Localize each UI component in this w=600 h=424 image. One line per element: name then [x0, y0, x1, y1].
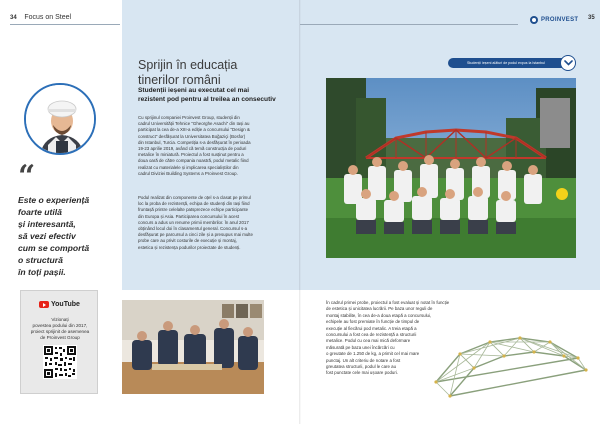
pull-quote-line: foarte utilă	[18, 207, 62, 217]
paragraph-line: concursului a fost cea de rezistență a structurii	[326, 332, 417, 338]
paragraph-line: de estetica și unicitatea lucrării. Pe baza unor reguli de	[326, 306, 433, 312]
logo-mark-icon	[530, 16, 538, 24]
youtube-caption	[25, 317, 95, 341]
paragraph-line: montaj stabilite, în cea de-a doua etapă a concursului,	[326, 312, 432, 318]
pull-quote-line: cum se comportă	[18, 243, 90, 253]
left-page-number: 34	[10, 15, 17, 21]
photo-caption: Studenții ieșeni alături de podul expus la Istanbul	[448, 58, 564, 68]
logo-text: PROINVEST	[541, 17, 579, 23]
page-spine	[299, 0, 301, 424]
paragraph-line: fost punctate cele mai ușoare poduri.	[326, 370, 398, 376]
paragraph-line: cadrul Universității Tehnice "Gheorghe Asachi" din Iași au	[138, 121, 250, 127]
paragraph-line: loc la proba de rezistență, echipa de studenți din Iași fiind	[138, 201, 250, 207]
youtube-caption-line: de Proinvest Group	[40, 335, 80, 340]
paragraph-line: 19-23 aprilie 2019, având că temă construcția de poduri	[138, 146, 247, 152]
article-title-line: tinerilor români	[138, 73, 221, 87]
team-bridge-photo	[326, 78, 576, 258]
paragraph-line: fruntașă printre celelalte patsprezece echipe participante	[138, 207, 249, 213]
proinvest-logo	[530, 16, 578, 24]
article-paragraph-3	[326, 300, 450, 377]
paragraph-line: execuție al fiecărui pod metalic. A treia etapă a	[326, 325, 417, 331]
paragraph-line: cadrul Diviziei Building Systems a Proinvest Group.	[138, 170, 238, 176]
paragraph-line: obținând locul doi în clasamentul general. Concursul s-a	[138, 226, 248, 232]
paragraph-line: echipele au fost premiate în funcție de timpul de	[326, 319, 420, 325]
article-paragraph-2	[138, 195, 298, 251]
right-page-number: 35	[588, 15, 595, 21]
quote-mark: “	[18, 159, 36, 194]
article-title	[138, 58, 237, 88]
youtube-caption-line: povestea podului din 2017,	[32, 323, 88, 328]
paragraph-line: concurs a adus un renume primii membrilor. În anul 2017	[138, 219, 249, 225]
left-header-rule	[10, 24, 120, 25]
paragraph-line: metalice în miniatură. Proiectul a fost susținut pentru a	[138, 152, 244, 158]
pull-quote-line: Este o experiență	[18, 195, 90, 205]
paragraph-line: o greutate de 1.250 de kg, a primit cel mai mare	[326, 351, 420, 357]
paragraph-line: Podul realizat din componente de oțel s-a clasat pe primul	[138, 195, 251, 200]
paragraph-line: măsurată pe baza unei încărcări cu	[326, 344, 395, 350]
youtube-caption-line: proiect sprijinit de asemenea	[30, 329, 90, 334]
article-paragraph-1	[138, 115, 298, 177]
youtube-logo	[39, 301, 80, 308]
article-subtitle-line: Studenții ieșeni au executat cel mai	[138, 87, 250, 94]
paragraph-line: estetica și rezistența podurilor proiectate de studenți.	[138, 244, 241, 250]
pull-quote	[18, 194, 116, 278]
pull-quote-line: și interesantă,	[18, 219, 76, 229]
pull-quote-line: să vezi efectiv	[18, 231, 76, 241]
paragraph-line: metalice. Podul cu cea mai mică deformare	[326, 338, 411, 344]
youtube-video-box[interactable]	[20, 290, 98, 394]
paragraph-line: În cadrul primei probe, proiectul a fost evaluat și notat în funcție	[326, 300, 450, 305]
paragraph-line: realizat cu materialele și implicarea specialiștilor din	[138, 164, 239, 170]
paragraph-line: desfășurat pe parcursul a cinci zile și a presupus mai multe	[138, 232, 253, 238]
publication-title: Focus on Steel	[24, 14, 72, 21]
article-title-line: Sprijin în educația	[138, 58, 238, 72]
paragraph-line: din Europa și Asia. Participarea concursului în acest	[138, 213, 240, 219]
paragraph-line: greutatea structurii, podul le care au	[326, 364, 397, 370]
paragraph-line: Cu sprijinul companiei Proinvest Group, studenții din	[138, 115, 240, 120]
chevron-down-icon[interactable]	[560, 55, 576, 71]
student-portrait	[24, 83, 96, 155]
youtube-wordmark: YouTube	[51, 301, 80, 308]
youtube-play-icon	[39, 301, 49, 308]
team-working-photo	[122, 300, 264, 394]
qr-code-icon[interactable]	[43, 345, 77, 379]
paragraph-line: din Istanbul, Turcia. Competiția s-a desfășurat în perioada	[138, 139, 251, 145]
paragraph-line: probe care au privit costurile de execuție și montaj,	[138, 238, 237, 244]
paragraph-line: punctaj. Un alt criteriu de notare a fost	[326, 357, 401, 363]
paragraph-line: construct" desfășurat la Universitatea Boğaziçi (Bosfor)	[138, 133, 246, 139]
left-page-header	[10, 14, 71, 21]
article-subtitle	[138, 86, 298, 104]
pull-quote-line: o structură	[18, 255, 63, 265]
youtube-caption-line: Vizionați	[51, 317, 69, 322]
paragraph-line: participat la cea de-a XIII-a ediție a concursului "Design &	[138, 127, 250, 133]
bridge-model-illustration	[430, 312, 590, 402]
article-subtitle-line: rezistent pod pentru al treilea an consecutiv	[138, 96, 276, 103]
right-header-rule	[300, 24, 518, 25]
paragraph-line: doua oară de către compania noastră, podul metalic fiind	[138, 158, 249, 164]
pull-quote-line: în toți pașii.	[18, 267, 66, 277]
